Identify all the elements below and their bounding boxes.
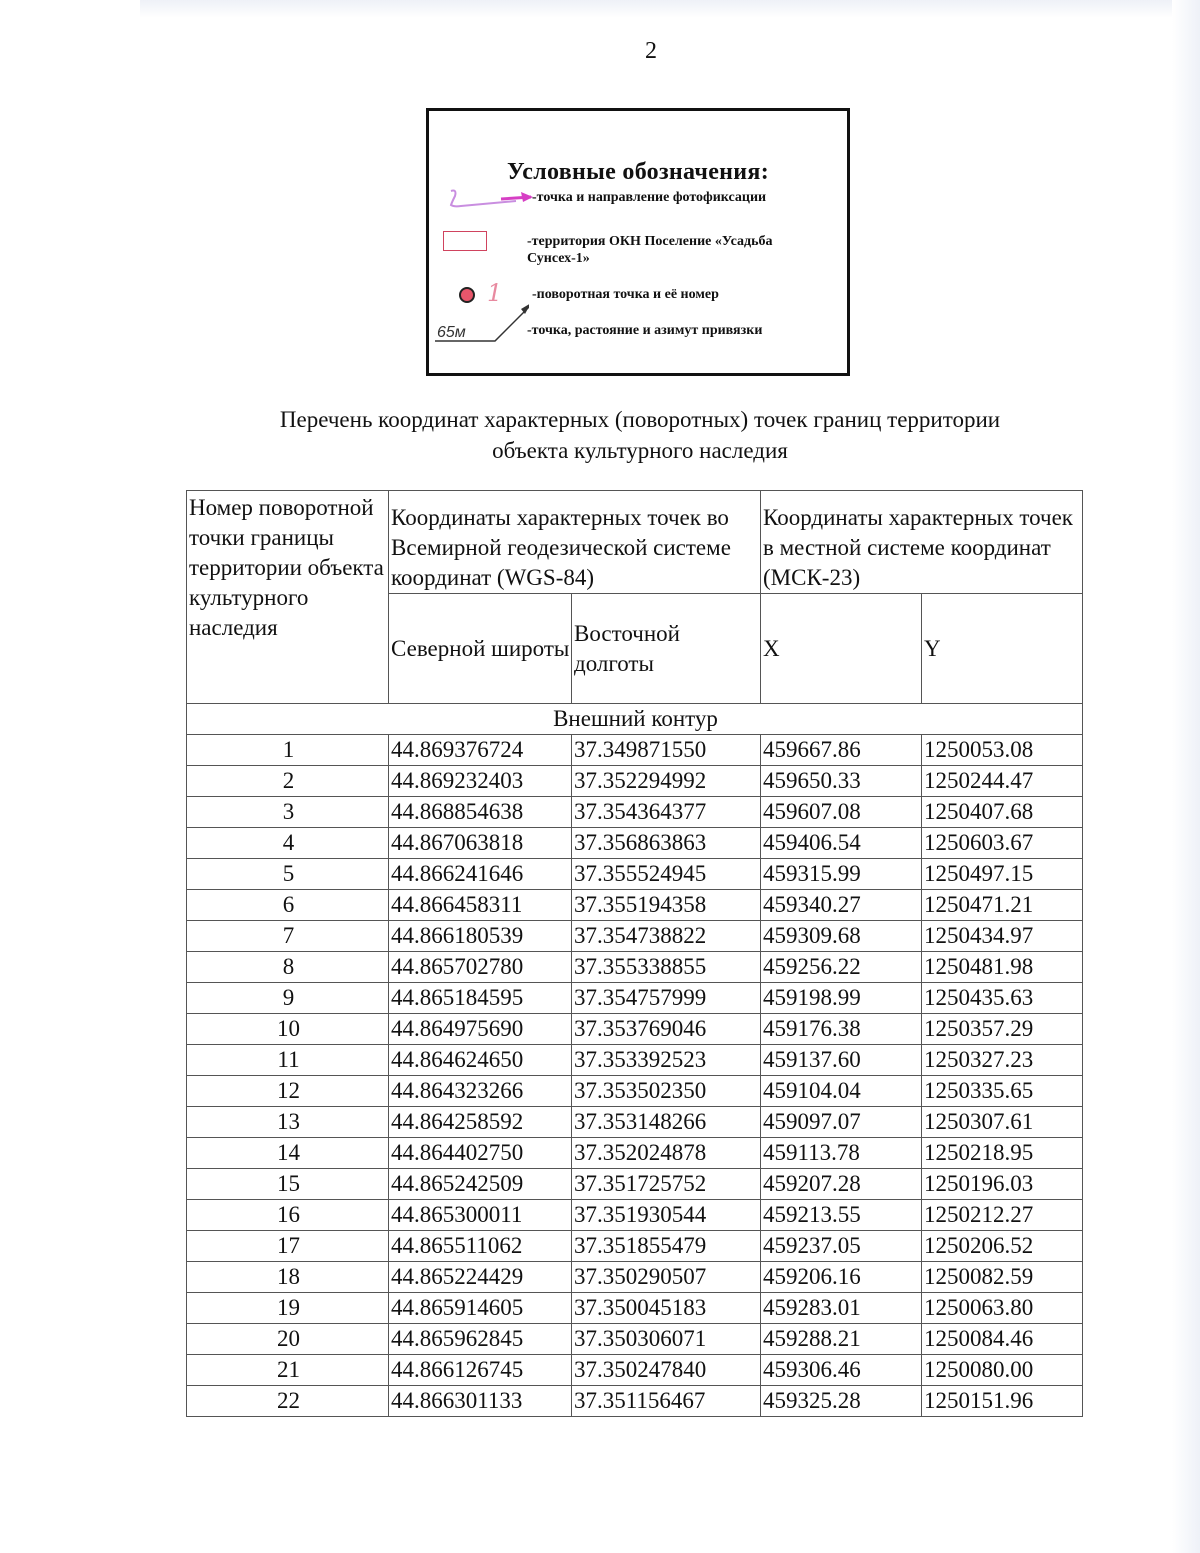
y-cell: 1250307.61 (922, 1107, 1083, 1138)
y-cell: 1250471.21 (922, 890, 1083, 921)
table-row (187, 983, 1083, 1014)
x-cell: 459650.33 (761, 766, 922, 797)
longitude-cell: 37.353392523 (572, 1045, 761, 1076)
x-cell: 459283.01 (761, 1293, 922, 1324)
longitude-cell: 37.353769046 (572, 1014, 761, 1045)
y-cell: 1250603.67 (922, 828, 1083, 859)
y-cell: 1250212.27 (922, 1200, 1083, 1231)
longitude-cell: 37.352294992 (572, 766, 761, 797)
point-number-cell: 21 (187, 1355, 389, 1386)
x-cell: 459309.68 (761, 921, 922, 952)
latitude-cell: 44.867063818 (389, 828, 572, 859)
x-cell: 459340.27 (761, 890, 922, 921)
photo-direction-arrow-icon (441, 187, 533, 209)
latitude-cell: 44.865962845 (389, 1324, 572, 1355)
point-number-cell: 1 (187, 735, 389, 766)
y-cell: 1250244.47 (922, 766, 1083, 797)
table-row (187, 1138, 1083, 1169)
longitude-cell: 37.355194358 (572, 890, 761, 921)
title-line-1: Перечень координат характерных (поворотных) точек границ территории (279, 407, 1001, 432)
longitude-cell: 37.354364377 (572, 797, 761, 828)
y-cell: 1250497.15 (922, 859, 1083, 890)
point-number-cell: 13 (187, 1107, 389, 1138)
latitude-cell: 44.865702780 (389, 952, 572, 983)
latitude-cell: 44.864402750 (389, 1138, 572, 1169)
y-cell: 1250407.68 (922, 797, 1083, 828)
header-msk23: Координаты характерных точек в местной системе координат (МСК-23) (761, 491, 1083, 594)
territory-rectangle-icon (443, 231, 487, 251)
latitude-cell: 44.865914605 (389, 1293, 572, 1324)
point-number-cell: 4 (187, 828, 389, 859)
table-row (187, 1045, 1083, 1076)
y-cell: 1250080.00 (922, 1355, 1083, 1386)
scan-top-edge (140, 0, 1180, 18)
point-number-cell: 14 (187, 1138, 389, 1169)
longitude-cell: 37.349871550 (572, 735, 761, 766)
latitude-cell: 44.865242509 (389, 1169, 572, 1200)
x-cell: 459207.28 (761, 1169, 922, 1200)
table-row (187, 1200, 1083, 1231)
point-number-cell: 11 (187, 1045, 389, 1076)
x-cell: 459113.78 (761, 1138, 922, 1169)
x-cell: 459198.99 (761, 983, 922, 1014)
latitude-cell: 44.866301133 (389, 1386, 572, 1417)
table-row (187, 890, 1083, 921)
x-cell: 459288.21 (761, 1324, 922, 1355)
longitude-cell: 37.351930544 (572, 1200, 761, 1231)
point-number-cell: 8 (187, 952, 389, 983)
table-row (187, 828, 1083, 859)
table-row (187, 1386, 1083, 1417)
y-cell: 1250357.29 (922, 1014, 1083, 1045)
point-number-cell: 9 (187, 983, 389, 1014)
y-cell: 1250206.52 (922, 1231, 1083, 1262)
x-cell: 459667.86 (761, 735, 922, 766)
point-number-cell: 22 (187, 1386, 389, 1417)
x-cell: 459097.07 (761, 1107, 922, 1138)
x-cell: 459137.60 (761, 1045, 922, 1076)
latitude-cell: 44.866458311 (389, 890, 572, 921)
latitude-cell: 44.866241646 (389, 859, 572, 890)
table-row (187, 1169, 1083, 1200)
latitude-cell: 44.864323266 (389, 1076, 572, 1107)
table-row (187, 1324, 1083, 1355)
legend-item-turn-point: -поворотная точка и её номер (532, 287, 719, 302)
y-cell: 1250084.46 (922, 1324, 1083, 1355)
latitude-cell: 44.864975690 (389, 1014, 572, 1045)
header-x: X (761, 594, 922, 704)
point-number-cell: 20 (187, 1324, 389, 1355)
longitude-cell: 37.354738822 (572, 921, 761, 952)
longitude-cell: 37.350290507 (572, 1262, 761, 1293)
longitude-cell: 37.356863863 (572, 828, 761, 859)
latitude-cell: 44.865184595 (389, 983, 572, 1014)
section-outer-contour: Внешний контур (187, 704, 1083, 735)
point-number-cell: 5 (187, 859, 389, 890)
point-number-cell: 16 (187, 1200, 389, 1231)
header-longitude: Восточной долготы (572, 594, 761, 704)
point-number-cell: 12 (187, 1076, 389, 1107)
longitude-cell: 37.353502350 (572, 1076, 761, 1107)
point-number-cell: 6 (187, 890, 389, 921)
longitude-cell: 37.351855479 (572, 1231, 761, 1262)
y-cell: 1250435.63 (922, 983, 1083, 1014)
latitude-cell: 44.866180539 (389, 921, 572, 952)
point-number-cell: 10 (187, 1014, 389, 1045)
y-cell: 1250218.95 (922, 1138, 1083, 1169)
x-cell: 459315.99 (761, 859, 922, 890)
table-row (187, 1107, 1083, 1138)
legend-item-territory: -территория ОКН Поселение «Усадьба Сунсех-1» (527, 234, 773, 266)
longitude-cell: 37.352024878 (572, 1138, 761, 1169)
header-y: Y (922, 594, 1083, 704)
longitude-cell: 37.351725752 (572, 1169, 761, 1200)
x-cell: 459237.05 (761, 1231, 922, 1262)
title-line-2: объекта культурного наследия (492, 438, 788, 463)
table-row (187, 1355, 1083, 1386)
latitude-cell: 44.866126745 (389, 1355, 572, 1386)
table-row (187, 1014, 1083, 1045)
table-row (187, 766, 1083, 797)
page-number: 2 (645, 38, 657, 64)
document-title (200, 404, 1080, 466)
longitude-cell: 37.353148266 (572, 1107, 761, 1138)
point-number-cell: 17 (187, 1231, 389, 1262)
header-latitude: Северной широты (389, 594, 572, 704)
y-cell: 1250082.59 (922, 1262, 1083, 1293)
header-wgs84: Координаты характерных точек во Всемирной геодезической системе координат (WGS-84) (389, 491, 761, 594)
x-cell: 459206.16 (761, 1262, 922, 1293)
header-point-number: Номер поворотной точки границы территории объекта культурного наследия (187, 491, 389, 704)
latitude-cell: 44.865511062 (389, 1231, 572, 1262)
latitude-cell: 44.869232403 (389, 766, 572, 797)
point-number-cell: 18 (187, 1262, 389, 1293)
table-row (187, 859, 1083, 890)
latitude-cell: 44.865300011 (389, 1200, 572, 1231)
latitude-cell: 44.865224429 (389, 1262, 572, 1293)
y-cell: 1250196.03 (922, 1169, 1083, 1200)
point-number-cell: 7 (187, 921, 389, 952)
turn-point-number: 1 (487, 279, 503, 307)
point-number-cell: 2 (187, 766, 389, 797)
x-cell: 459256.22 (761, 952, 922, 983)
latitude-cell: 44.864624650 (389, 1045, 572, 1076)
legend-box (426, 108, 850, 376)
point-number-cell: 3 (187, 797, 389, 828)
tie-point-distance-icon (433, 295, 529, 343)
longitude-cell: 37.350247840 (572, 1355, 761, 1386)
longitude-cell: 37.355524945 (572, 859, 761, 890)
x-cell: 459213.55 (761, 1200, 922, 1231)
tie-distance: 65м (437, 324, 466, 341)
longitude-cell: 37.350045183 (572, 1293, 761, 1324)
longitude-cell: 37.351156467 (572, 1386, 761, 1417)
table-row (187, 1293, 1083, 1324)
y-cell: 1250481.98 (922, 952, 1083, 983)
legend-item-tie-point: -точка, растояние и азимут привязки (527, 323, 763, 338)
y-cell: 1250063.80 (922, 1293, 1083, 1324)
y-cell: 1250335.65 (922, 1076, 1083, 1107)
table-row (187, 1076, 1083, 1107)
point-number-cell: 19 (187, 1293, 389, 1324)
coordinates-table (186, 490, 1083, 1417)
table-row (187, 1231, 1083, 1262)
table-row (187, 1262, 1083, 1293)
x-cell: 459607.08 (761, 797, 922, 828)
x-cell: 459104.04 (761, 1076, 922, 1107)
legend-item-photo: -точка и направление фотофиксации (532, 190, 767, 205)
point-number-cell: 15 (187, 1169, 389, 1200)
y-cell: 1250434.97 (922, 921, 1083, 952)
y-cell: 1250151.96 (922, 1386, 1083, 1417)
x-cell: 459306.46 (761, 1355, 922, 1386)
table-row (187, 921, 1083, 952)
table-row (187, 735, 1083, 766)
legend-title: Условные обозначения: (506, 159, 770, 185)
latitude-cell: 44.864258592 (389, 1107, 572, 1138)
longitude-cell: 37.355338855 (572, 952, 761, 983)
latitude-cell: 44.868854638 (389, 797, 572, 828)
y-cell: 1250053.08 (922, 735, 1083, 766)
latitude-cell: 44.869376724 (389, 735, 572, 766)
x-cell: 459406.54 (761, 828, 922, 859)
table-row (187, 797, 1083, 828)
x-cell: 459325.28 (761, 1386, 922, 1417)
longitude-cell: 37.354757999 (572, 983, 761, 1014)
scan-right-edge (1172, 0, 1200, 1553)
y-cell: 1250327.23 (922, 1045, 1083, 1076)
table-row (187, 952, 1083, 983)
longitude-cell: 37.350306071 (572, 1324, 761, 1355)
x-cell: 459176.38 (761, 1014, 922, 1045)
